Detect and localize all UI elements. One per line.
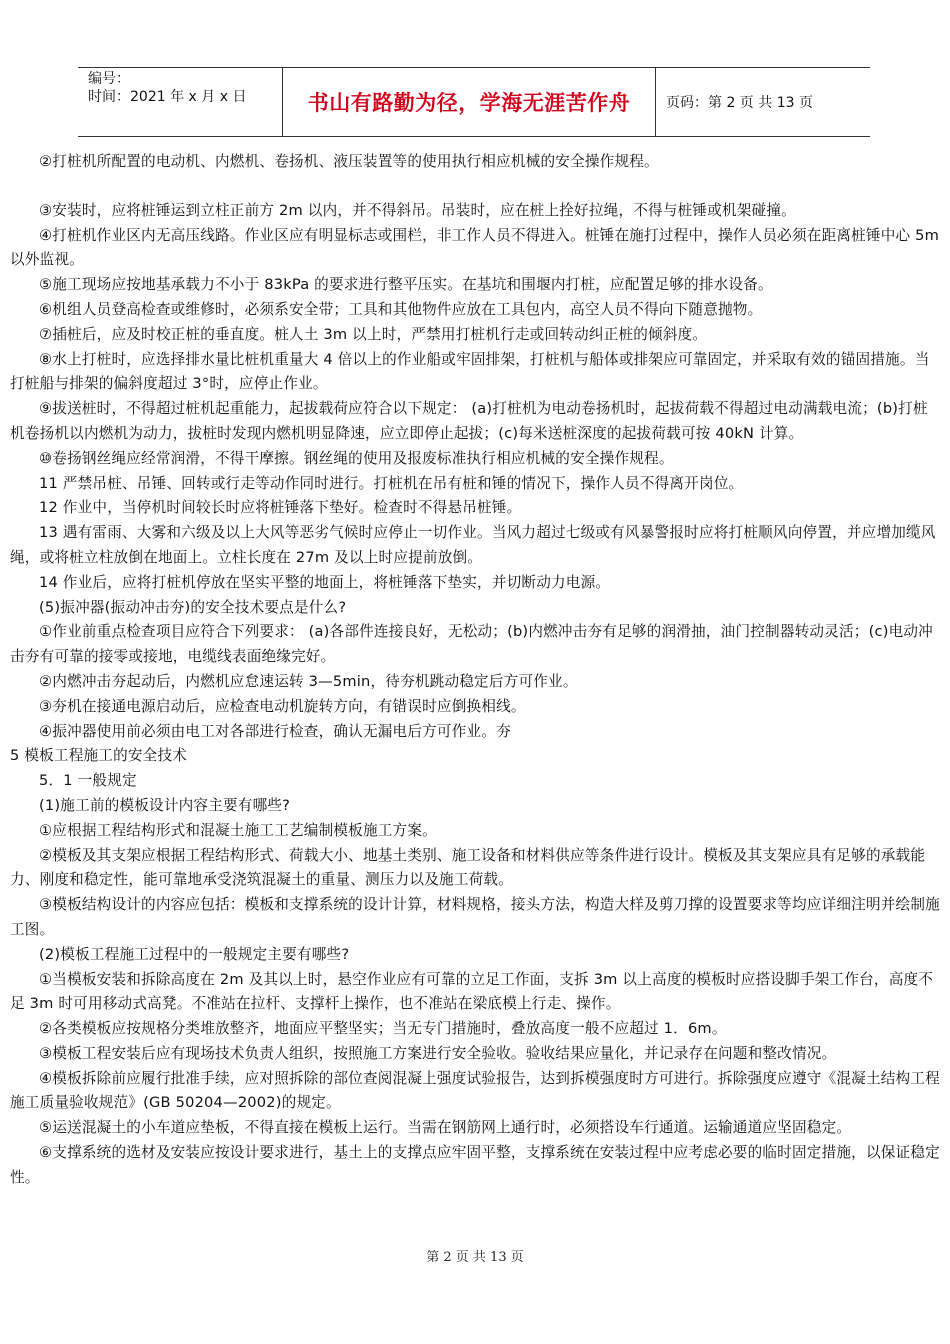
paragraph: ①当模板安装和拆除高度在 2m 及其以上时，悬空作业应有可靠的立足工作面，支拆 3m 以上高度的模板时应搭设脚手架工作台，高度不足 3m 时可用移动式高凳。不准站在拉杆、支撑杆上操作，也不准站在梁底模上行走、操作。 [10,970,934,1013]
paragraph: ③模板工程安装后应有现场技术负责人组织，按照施工方案进行安全验收。验收结果应量化，并记录存在问题和整改情况。 [39,1044,837,1062]
paragraph: ③安装时，应将桩锤运到立柱正前方 2m 以内，并不得斜吊。吊装时，应在桩上拴好拉绳，不得与桩锤或机架碰撞。 [39,201,796,219]
paragraph: ⑥支撑系统的选材及安装应按设计要求进行，基土上的支撑点应牢固平整，支撑系统在安装过程中应考虑必要的临时固定措施，以保证稳定性。 [10,1144,940,1186]
paragraph: ①应根据工程结构形式和混凝土施工工艺编制模板施工方案。 [39,821,437,839]
paragraph: ③夯机在接通电源启动后，应检查电动机旋转方向，有错误时应倒换相线。 [39,697,526,715]
paragraph: 12 作业中，当停机时间较长时应将桩锤落下垫好。检查时不得悬吊桩锤。 [39,499,522,517]
paragraph: ⑩卷扬钢丝绳应经常润滑，不得干摩擦。钢丝绳的使用及报废标准执行相应机械的安全操作规程。 [39,449,674,467]
page-header [78,67,870,137]
paragraph: ①作业前重点检查项目应符合下列要求： (a)各部件连接良好，无松动；(b)内燃冲击夯有足够的润滑抽，油门控制器转动灵活；(c)电动冲击夯有可靠的接零或接地，电缆线表面绝缘完好。 [10,623,933,666]
section-question: (2)模板工程施工过程中的一般规定主要有哪些? [39,945,350,963]
paragraph: ④打桩机作业区内无高压线路。作业区应有明显标志或围栏，非工作人员不得进入。桩锤在施打过程中，操作人员必须在距离桩锤中心 5m 以外监视。 [10,226,940,269]
paragraph: 11 严禁吊桩、吊锤、回转或行走等动作同时进行。打桩机在吊有桩和锤的情况下，操作人员不得离开岗位。 [39,474,744,492]
paragraph: 14 作业后，应将打桩机停放在坚实平整的地面上，将桩锤落下垫实，并切断动力电源。 [39,573,611,591]
paragraph: ②模板及其支架应根据工程结构形式、荷载大小、地基土类别、施工设备和材料供应等条件进行设计。模板及其支架应具有足够的承载能力、刚度和稳定性，能可靠地承受浇筑混凝土的重量、测压力以及施工荷载。 [10,846,926,889]
document-body [10,150,942,1191]
paragraph: ⑤运送混凝土的小车道应垫板，不得直接在模板上运行。当需在钢筋网上通行时，必须搭设车行通道。运输通道应坚固稳定。 [39,1119,852,1137]
paragraph: ②打桩机所配置的电动机、内燃机、卷扬机、液压装置等的使用执行相应机械的安全操作规程。 [39,153,659,170]
section-heading: 5 模板工程施工的安全技术 [10,747,188,765]
paragraph: ⑥机组人员登高检查或维修时，必须系安全带；工具和其他物件应放在工具包内，高空人员不得向下随意抛物。 [39,300,763,318]
page-info: 页码：第 2 页 共 13 页 [666,95,813,111]
paragraph: ③模板结构设计的内容应包括：模板和支撑系统的设计计算，材料规格，接头方法，构造大样及剪刀撑的设置要求等均应详细注明并绘制施工图。 [10,896,940,938]
subsection-heading: 5．1 一般规定 [39,772,137,790]
paragraph: 13 遇有雷雨、大雾和六级及以上大风等恶劣气候时应停止一切作业。当风力超过七级或有风暴警报时应将打桩顺风向停置，并应增加缆风绳，或将桩立柱放倒在地面上。立柱长度在 27m 及以上时应提前放倒。 [10,524,936,566]
paragraph: ④模板拆除前应履行批准手续，应对照拆除的部位查阅混凝上强度试验报告，达到拆模强度时方可进行。拆除强度应遵守《混凝土结构工程施工质量验收规范》(GB 50204—2002)的规定。 [10,1069,940,1112]
section-question: (1)施工前的模板设计内容主要有哪些? [39,796,291,814]
paragraph: ②内燃冲击夯起动后，内燃机应怠速运转 3—5min，待夯机跳动稳定后方可作业。 [39,672,578,690]
page-footer: 第 2 页 共 13 页 [426,1250,524,1265]
paragraph: ⑦插桩后，应及时校正桩的垂直度。桩人土 3m 以上时，严禁用打桩机行走或回转动纠正桩的倾斜度。 [39,325,708,343]
header-left [78,68,282,136]
section-question: (5)振冲器(振动冲击夯)的安全技术要点是什么? [39,598,347,616]
paragraph: ⑨拔送桩时，不得超过桩机起重能力，起拔载荷应符合以下规定： (a)打桩机为电动卷扬机时，起拔荷载不得超过电动满载电流；(b)打桩机卷扬机以内燃机为动力，拔桩时发现内燃机明显降速，应立即停止起拔；(c)每米送桩深度的起拔荷载可按 40kN 计算。 [10,400,928,442]
paragraph: ⑧水上打桩时，应选择排水量比桩机重量大 4 倍以上的作业船或牢固排架，打桩机与船体或排架应可靠固定，并采取有效的锚固措施。当打桩船与排架的偏斜度超过 3°时，应停止作业。 [10,350,930,393]
number-label: 编号： [88,71,130,87]
paragraph: ⑤施工现场应按地基承载力不小于 83kPa 的要求进行整平压实。在基坑和围堰内打桩，应配置足够的排水设备。 [39,276,773,294]
paragraph: ②各类模板应按规格分类堆放整齐，地面应平整坚实；当无专门措施时，叠放高度一般不应超过 1．6m。 [39,1020,727,1038]
date-label: 时间：2021 年 x 月 x 日 [88,89,247,105]
paragraph: ④振冲器使用前必须由电工对各部进行检查，确认无漏电后方可作业。夯 [39,722,511,740]
motto: 书山有路勤为径，学海无涯苦作舟 [282,68,656,136]
